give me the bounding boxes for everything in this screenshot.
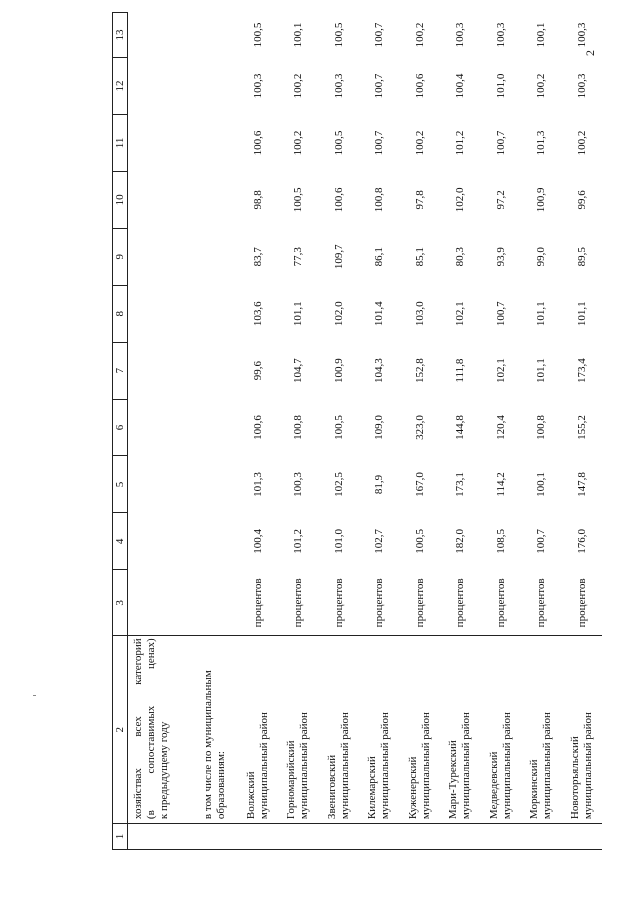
value-cell: 100,5 xyxy=(332,22,345,48)
value-cell: 77,3 xyxy=(292,247,305,267)
value-cell: 98,8 xyxy=(251,190,264,210)
column-number: 3 xyxy=(113,570,128,636)
table-row xyxy=(319,13,360,850)
value-cell: 100,6 xyxy=(413,73,426,99)
value-cell: 104,7 xyxy=(292,358,305,383)
value-cell: 100,6 xyxy=(251,130,264,156)
value-cell: 100,8 xyxy=(535,415,548,440)
column-number: 4 xyxy=(113,513,128,570)
value-cell: 100,7 xyxy=(535,529,548,554)
data-table xyxy=(112,12,602,850)
value-cell: 101,4 xyxy=(373,301,386,327)
column-number: 13 xyxy=(113,13,128,58)
units-cell: процентов xyxy=(332,578,345,628)
value-cell: 101,0 xyxy=(494,73,507,99)
value-cell: 100,5 xyxy=(251,22,264,48)
column-number: 2 xyxy=(113,636,128,824)
value-cell: 102,0 xyxy=(332,301,345,327)
value-cell: 101,0 xyxy=(332,529,345,554)
table-row xyxy=(238,13,279,850)
value-cell: 100,7 xyxy=(373,22,386,48)
value-cell: 108,5 xyxy=(494,529,507,554)
value-cell: 111,8 xyxy=(454,358,467,383)
value-cell: 173,4 xyxy=(575,358,588,383)
value-cell: 100,5 xyxy=(332,130,345,156)
value-cell: 86,1 xyxy=(373,247,386,267)
value-cell: 97,8 xyxy=(413,190,426,210)
value-cell: 176,0 xyxy=(575,529,588,554)
municipality-name: Медведевский муниципальный район xyxy=(481,636,522,824)
municipality-name: Моркинский муниципальный район xyxy=(521,636,562,824)
table-row xyxy=(562,13,603,850)
indicator-description: хозяйствах всех категорий (в сопоставимых ценах) к предыдущему году xyxy=(128,636,198,824)
value-cell: 100,6 xyxy=(332,187,345,213)
value-cell: 100,9 xyxy=(535,187,548,213)
value-cell: 100,2 xyxy=(292,130,305,156)
value-cell: 101,1 xyxy=(292,301,305,327)
municipality-name: Волжский муниципальный район xyxy=(238,636,279,824)
units-cell: процентов xyxy=(494,578,507,628)
value-cell: 100,2 xyxy=(575,130,588,156)
units-cell: процентов xyxy=(292,578,305,628)
column-number: 11 xyxy=(113,114,128,171)
value-cell: 100,1 xyxy=(292,22,305,48)
value-cell: 102,1 xyxy=(454,301,467,327)
units-cell: процентов xyxy=(413,578,426,628)
value-cell: 100,7 xyxy=(494,301,507,327)
value-cell: 101,2 xyxy=(454,130,467,156)
value-cell: 182,0 xyxy=(454,529,467,554)
municipality-name: Горномарийский муниципальный район xyxy=(278,636,319,824)
value-cell: 120,4 xyxy=(494,415,507,440)
table-row xyxy=(481,13,522,850)
value-cell: 147,8 xyxy=(575,472,588,497)
value-cell: 100,3 xyxy=(575,22,588,48)
column-number: 9 xyxy=(113,228,128,285)
value-cell: 101,1 xyxy=(575,301,588,327)
value-cell: 100,7 xyxy=(373,130,386,156)
column-number: 7 xyxy=(113,342,128,399)
value-cell: 102,5 xyxy=(332,472,345,497)
table-row xyxy=(400,13,441,850)
value-cell: 100,5 xyxy=(292,187,305,213)
value-cell: 99,0 xyxy=(535,247,548,267)
value-cell: 93,9 xyxy=(494,247,507,267)
column-number: 6 xyxy=(113,399,128,456)
value-cell: 100,3 xyxy=(494,22,507,48)
value-cell: 102,7 xyxy=(373,529,386,554)
table-row xyxy=(521,13,562,850)
value-cell: 167,0 xyxy=(413,472,426,497)
value-cell: 101,1 xyxy=(535,358,548,383)
municipality-name: Килемарский муниципальный район xyxy=(359,636,400,824)
value-cell: 100,4 xyxy=(251,529,264,554)
value-cell: 100,9 xyxy=(332,358,345,383)
value-cell: 100,7 xyxy=(373,73,386,99)
value-cell: 101,1 xyxy=(535,301,548,327)
units-cell: процентов xyxy=(373,578,386,628)
value-cell: 85,1 xyxy=(413,247,426,267)
column-number-row xyxy=(113,13,128,850)
value-cell: 100,3 xyxy=(251,73,264,99)
column-number: 5 xyxy=(113,456,128,513)
municipality-name: Звениговский муниципальный район xyxy=(319,636,360,824)
value-cell: 100,1 xyxy=(535,472,548,497)
page-number: 2 xyxy=(583,50,597,56)
units-cell: процентов xyxy=(575,578,588,628)
value-cell: 100,3 xyxy=(575,73,588,99)
value-cell: 100,7 xyxy=(494,130,507,156)
value-cell: 100,5 xyxy=(413,529,426,554)
value-cell: 114,2 xyxy=(494,472,507,497)
header-description-row xyxy=(128,13,198,850)
value-cell: 100,3 xyxy=(292,472,305,497)
value-cell: 100,8 xyxy=(292,415,305,440)
municipality-name: Куженерский муниципальный район xyxy=(400,636,441,824)
value-cell: 323,0 xyxy=(413,415,426,440)
value-cell: 100,4 xyxy=(454,73,467,99)
value-cell: 100,6 xyxy=(251,415,264,440)
column-number: 8 xyxy=(113,285,128,342)
table-row xyxy=(440,13,481,850)
column-number: 1 xyxy=(113,824,128,850)
value-cell: 101,2 xyxy=(292,529,305,554)
value-cell: 101,3 xyxy=(535,130,548,156)
value-cell: 173,1 xyxy=(454,472,467,497)
value-cell: 100,2 xyxy=(292,73,305,99)
value-cell: 144,8 xyxy=(454,415,467,440)
value-cell: 100,3 xyxy=(332,73,345,99)
value-cell: 102,0 xyxy=(454,187,467,213)
rotated-table-wrapper xyxy=(112,12,640,850)
value-cell: 99,6 xyxy=(251,361,264,381)
table-row xyxy=(359,13,400,850)
value-cell: 100,1 xyxy=(535,22,548,48)
value-cell: 83,7 xyxy=(251,247,264,267)
value-cell: 100,5 xyxy=(332,415,345,440)
value-cell: 100,8 xyxy=(373,187,386,213)
units-cell: процентов xyxy=(535,578,548,628)
value-cell: 104,3 xyxy=(373,358,386,383)
value-cell: 109,7 xyxy=(332,244,345,270)
value-cell: 100,2 xyxy=(413,130,426,156)
table-row xyxy=(278,13,319,850)
municipal-subheader-row xyxy=(198,13,238,850)
value-cell: 103,0 xyxy=(413,301,426,327)
municipal-subheader: в том числе по муниципальным образованиям: xyxy=(198,636,238,824)
value-cell: 152,8 xyxy=(413,358,426,383)
column-number: 10 xyxy=(113,171,128,228)
value-cell: 97,2 xyxy=(494,190,507,210)
scan-speck xyxy=(33,695,36,696)
value-cell: 101,3 xyxy=(251,472,264,497)
value-cell: 100,2 xyxy=(413,22,426,48)
column-number: 12 xyxy=(113,58,128,115)
value-cell: 155,2 xyxy=(575,415,588,440)
value-cell: 81,9 xyxy=(373,474,386,495)
value-cell: 100,3 xyxy=(454,22,467,48)
value-cell: 102,1 xyxy=(494,358,507,383)
municipality-name: Мари-Турекский муниципальный район xyxy=(440,636,481,824)
units-cell: процентов xyxy=(251,578,264,628)
value-cell: 80,3 xyxy=(454,247,467,267)
value-cell: 109,0 xyxy=(373,415,386,440)
value-cell: 89,5 xyxy=(575,247,588,267)
value-cell: 103,6 xyxy=(251,301,264,327)
value-cell: 99,6 xyxy=(575,190,588,210)
municipality-name: Новоторъяльский муниципальный район xyxy=(562,636,603,824)
units-cell: процентов xyxy=(454,578,467,628)
value-cell: 100,2 xyxy=(535,73,548,99)
